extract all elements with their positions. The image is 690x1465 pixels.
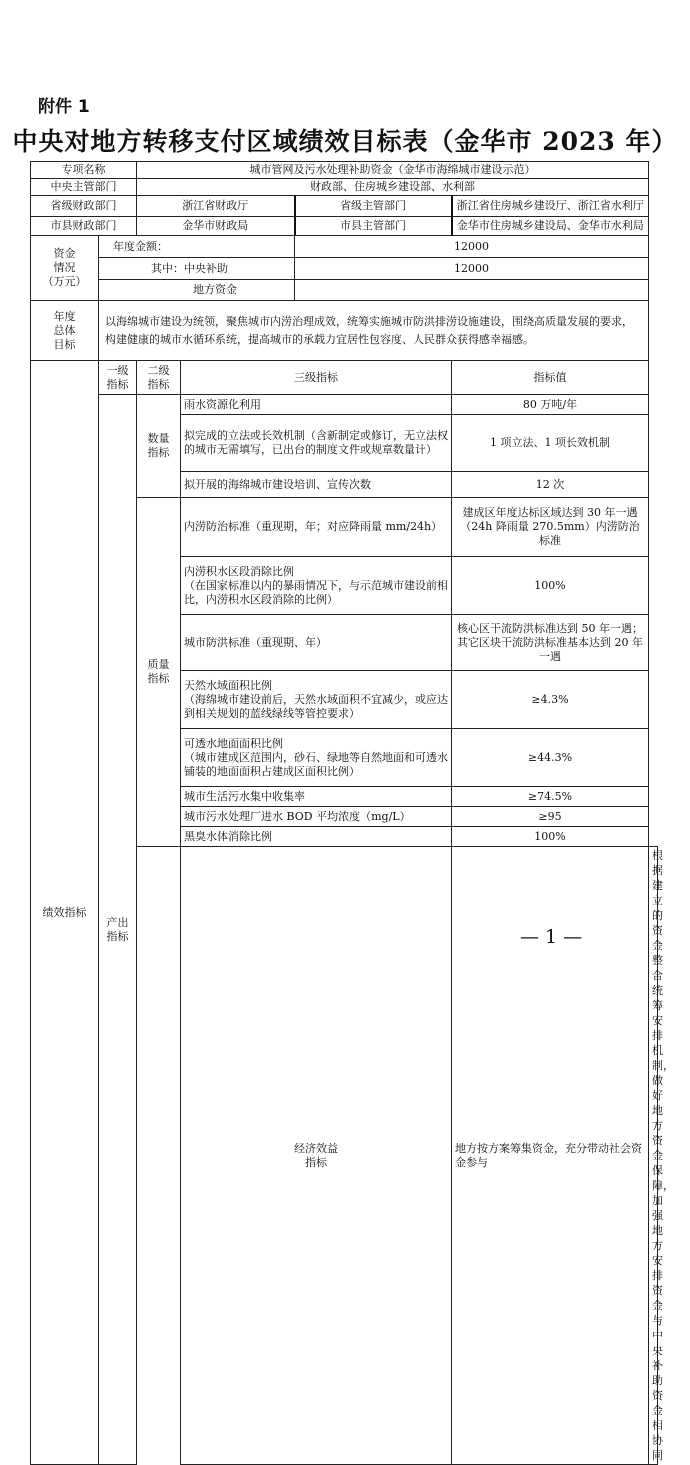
table-row — [31, 179, 658, 196]
indicator-value: 12 次 — [452, 472, 649, 498]
indicator-name: 城市防洪标准（重现期、年） — [181, 615, 452, 671]
local-funds-label: 地方资金 — [99, 280, 295, 301]
indicator-value: 核心区干流防洪标准达到 50 年一遇；其它区块干流防洪标准基本达到 20 年一遇 — [452, 615, 649, 671]
indicator-value: 建成区年度达标区域达到 30 年一遇（24h 降雨量 270.5mm）内涝防治标准 — [452, 498, 649, 557]
central-dept-label: 中央主管部门 — [31, 179, 137, 196]
indicator-value: 100% — [452, 557, 649, 615]
indicator-value: 1 项立法、1 项长效机制 — [452, 415, 649, 472]
indicator-value: ≥95 — [452, 807, 649, 827]
indicator-value: 根据建立的资金整合统筹安排机制，做好地方资金保障，加强地方安排资金与中央补助资金相协同 — [649, 847, 658, 1465]
indicator-value: ≥4.3% — [452, 671, 649, 729]
local-funds-value — [295, 280, 649, 301]
output-label: 产出 指标 — [99, 395, 137, 1465]
table-row — [31, 258, 658, 280]
indicator-name: 城市污水处理厂进水 BOD 平均浓度（mg/L） — [181, 807, 452, 827]
city-dept-label: 市县主管部门 — [295, 217, 452, 236]
page-title: 中央对地方转移支付区域绩效目标表（金华市 2023 年） — [12, 127, 678, 156]
indicator-name: 黑臭水体消除比例 — [181, 827, 452, 847]
project-value: 城市管网及污水处理补助资金（金华市海绵城市建设示范） — [137, 162, 649, 179]
city-finance-label: 市县财政部门 — [31, 217, 137, 236]
indicator-name: 可透水地面面积比例 （城市建成区范围内，砂石、绿地等自然地面和可透水铺装的地面面积占建成区面积比例） — [181, 729, 452, 787]
indicator-name: 城市生活污水集中收集率 — [181, 787, 452, 807]
indicator-name: 天然水域面积比例 （海绵城市建设前后，天然水域面积不宜减少，或应达到相关规划的蓝线绿线等管控要求） — [181, 671, 452, 729]
indicator-name: 拟完成的立法或长效机制（含新制定或修订，无立法权的城市无需填写，已出台的制度文件或规章数量计） — [181, 415, 452, 472]
table-row — [31, 395, 658, 415]
indicator-name: 内涝防治标准（重现期，年；对应降雨量 mm/24h） — [181, 498, 452, 557]
prov-dept-label: 省级主管部门 — [295, 196, 452, 217]
table-row — [31, 301, 658, 361]
prov-dept-value: 浙江省住房城乡建设厅、浙江省水利厅 — [452, 196, 649, 217]
col-value: 指标值 — [452, 361, 649, 395]
table-row — [31, 217, 658, 236]
quantity-label: 数量 指标 — [137, 395, 181, 498]
prov-finance-value: 浙江省财政厅 — [137, 196, 295, 217]
city-finance-value: 金华市财政局 — [137, 217, 295, 236]
table-row — [31, 196, 658, 217]
perf-label: 绩效指标 — [31, 361, 99, 1465]
table-row — [31, 280, 658, 301]
project-label: 专项名称 — [31, 162, 137, 179]
col-level2: 二级 指标 — [137, 361, 181, 395]
city-dept-value: 金华市住房城乡建设局、金华市水利局 — [452, 217, 649, 236]
annual-amount-value: 12000 — [295, 236, 649, 258]
table-row — [31, 162, 658, 179]
annex-label: 附件 1 — [38, 97, 90, 117]
col-level1: 一级 指标 — [99, 361, 137, 395]
indicator-name: 内涝积水区段消除比例 （在国家标准以内的暴雨情况下，与示范城市建设前相比，内涝积水区段消除的比例） — [181, 557, 452, 615]
indicator-name: 地方按方案筹集资金，充分带动社会资金参与 — [452, 847, 649, 1465]
indicator-name: 拟开展的海绵城市建设培训、宣传次数 — [181, 472, 452, 498]
funds-label: 资金 情况 （万元） — [31, 236, 99, 301]
annual-amount-label: 年度金额： — [99, 236, 295, 258]
indicator-name: 雨水资源化利用 — [181, 395, 452, 415]
central-subsidy-value: 12000 — [295, 258, 649, 280]
page-number: — 1 — — [520, 926, 583, 948]
col-level3: 三级指标 — [181, 361, 452, 395]
central-subsidy-label: 其中：中央补助 — [99, 258, 295, 280]
econ-label: 经济效益 指标 — [181, 847, 452, 1465]
indicator-value: 80 万吨/年 — [452, 395, 649, 415]
table-row — [31, 236, 658, 258]
table-row — [31, 361, 658, 395]
quality-label: 质量 指标 — [137, 498, 181, 847]
performance-table — [30, 161, 674, 1465]
central-dept-value: 财政部、住房城乡建设部、水利部 — [137, 179, 649, 196]
prov-finance-label: 省级财政部门 — [31, 196, 137, 217]
indicator-value: ≥44.3% — [452, 729, 649, 787]
indicator-value: 100% — [452, 827, 649, 847]
goal-text: 以海绵城市建设为统领，聚焦城市内涝治理成效，统筹实施城市防洪排涝设施建设，围绕高质量发展的要求，构建健康的城市水循环系统，提高城市的承载力宜居性包容度、人民群众获得感幸福感。 — [99, 301, 649, 361]
goal-label: 年度 总体 目标 — [31, 301, 99, 361]
indicator-value: ≥74.5% — [452, 787, 649, 807]
